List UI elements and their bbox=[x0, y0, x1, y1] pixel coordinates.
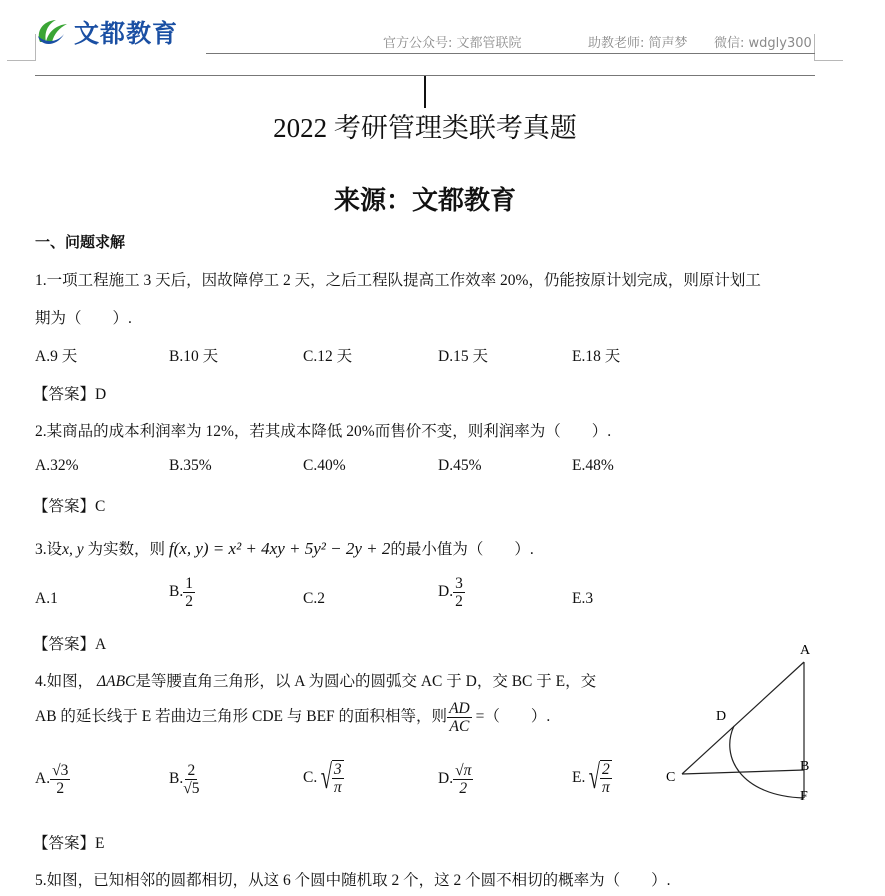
q3-prefix: 3.设 bbox=[35, 541, 63, 558]
label-a: A bbox=[800, 643, 811, 658]
q2-option-c: C.40% bbox=[303, 457, 346, 474]
header-corner-mark-left bbox=[7, 34, 36, 61]
label-d: D bbox=[716, 709, 727, 724]
q1-option-b: B.10 天 bbox=[169, 348, 219, 365]
text-cursor bbox=[424, 76, 426, 108]
side-cb bbox=[682, 770, 804, 774]
q4-option-c: C. √ $\frac{3}{\pi}$ bbox=[303, 759, 342, 797]
q3-vars: x, y bbox=[62, 541, 84, 558]
q4-answer: 【答案】E bbox=[33, 835, 105, 852]
q3-suffix: 的最小值为（ ）. bbox=[390, 541, 534, 558]
page-title: 2022 考研管理类联考真题 bbox=[273, 113, 577, 143]
official-account: 官方公众号: 文都管联院 bbox=[383, 36, 522, 51]
q4-option-e: E. √ $\frac{2}{\pi}$ bbox=[572, 759, 610, 797]
question-4-line-2: AB 的延长线于 E 若曲边三角形 CDE 与 BEF 的面积相等，则 $\frac{AD}{AC}$ =（ ）. bbox=[35, 700, 551, 736]
q3-answer: 【答案】A bbox=[33, 636, 107, 653]
radical-sign: √ bbox=[589, 759, 601, 796]
q3-option-c: C.2 bbox=[303, 590, 325, 607]
q3-option-e: E.3 bbox=[572, 590, 594, 607]
q3-option-a: A.1 bbox=[35, 590, 58, 607]
q1-answer: 【答案】D bbox=[33, 386, 107, 403]
q2-option-a: A.32% bbox=[35, 457, 79, 474]
header-corner-mark-right bbox=[814, 34, 843, 61]
q4-option-b: B. $\frac{2}{√5}$ bbox=[169, 762, 200, 798]
question-1-line-1: 1.一项工程施工 3 天后，因故障停工 2 天，之后工程队提高工作效率 20%，仍能按原计划完成，则原计划工 bbox=[35, 272, 761, 289]
leaf-logo-icon bbox=[34, 16, 70, 48]
page-subtitle: 来源：文都教育 bbox=[333, 186, 516, 215]
assistant-teacher: 助教老师: 简声梦 bbox=[588, 36, 688, 51]
q2-option-e: E.48% bbox=[572, 457, 614, 474]
fraction: $\frac{1}{2}$ bbox=[185, 575, 193, 611]
logo-text: 文都教育 bbox=[74, 19, 179, 48]
q3-option-b: B. $\frac{1}{2}$ bbox=[169, 575, 193, 611]
q4-triangle-figure bbox=[660, 638, 820, 808]
wechat-id: 微信: wdgly300 bbox=[714, 36, 812, 51]
q2-option-d: D.45% bbox=[438, 457, 482, 474]
q1-option-d: D.15 天 bbox=[438, 348, 488, 365]
radical-sign: √ bbox=[320, 759, 333, 796]
question-4-line-1: 4.如图， ΔABC是等腰直角三角形，以 A 为圆心的圆弧交 AC 于 D，交 BC 于 E，交 bbox=[35, 673, 597, 690]
q1-option-a: A.9 天 bbox=[35, 348, 78, 365]
q1-option-e: E.18 天 bbox=[572, 348, 621, 365]
q3-option-d: D. $\frac{3}{2}$ bbox=[438, 575, 463, 611]
q4-ratio: $\frac{AD}{AC}$ bbox=[449, 700, 470, 736]
q2-answer: 【答案】C bbox=[33, 498, 106, 515]
label-b: B bbox=[800, 759, 810, 774]
question-2: 2.某商品的成本利润率为 12%，若其成本降低 20%而售价不变，则利润率为（ ）. bbox=[35, 423, 612, 440]
label-c: C bbox=[666, 770, 676, 785]
q1-option-c: C.12 天 bbox=[303, 348, 353, 365]
fraction: $\frac{3}{2}$ bbox=[455, 575, 463, 611]
label-f: F bbox=[800, 789, 808, 804]
q4-option-a: A. $\frac{√3}{2}$ bbox=[35, 762, 69, 798]
header-underline bbox=[206, 53, 815, 54]
q3-mid: 为实数，则 bbox=[87, 541, 166, 558]
question-5: 5.如图，已知相邻的圆都相切，从这 6 个圆中随机取 2 个，这 2 个圆不相切的概率为（ ）. bbox=[35, 872, 671, 889]
question-3 bbox=[35, 537, 534, 559]
q3-formula: f(x, y) = x² + 4xy + 5y² − 2y + 2 bbox=[168, 539, 391, 558]
q4-triangle: ΔABC bbox=[97, 673, 136, 690]
section-heading: 一、问题求解 bbox=[35, 233, 126, 251]
q2-option-b: B.35% bbox=[169, 457, 212, 474]
side-ca bbox=[682, 662, 804, 774]
q4-option-d: D. $\frac{√\pi}{2}$ bbox=[438, 762, 472, 798]
logo bbox=[34, 14, 178, 50]
arc-df bbox=[730, 726, 804, 798]
question-1-line-2: 期为（ ）. bbox=[35, 310, 132, 327]
